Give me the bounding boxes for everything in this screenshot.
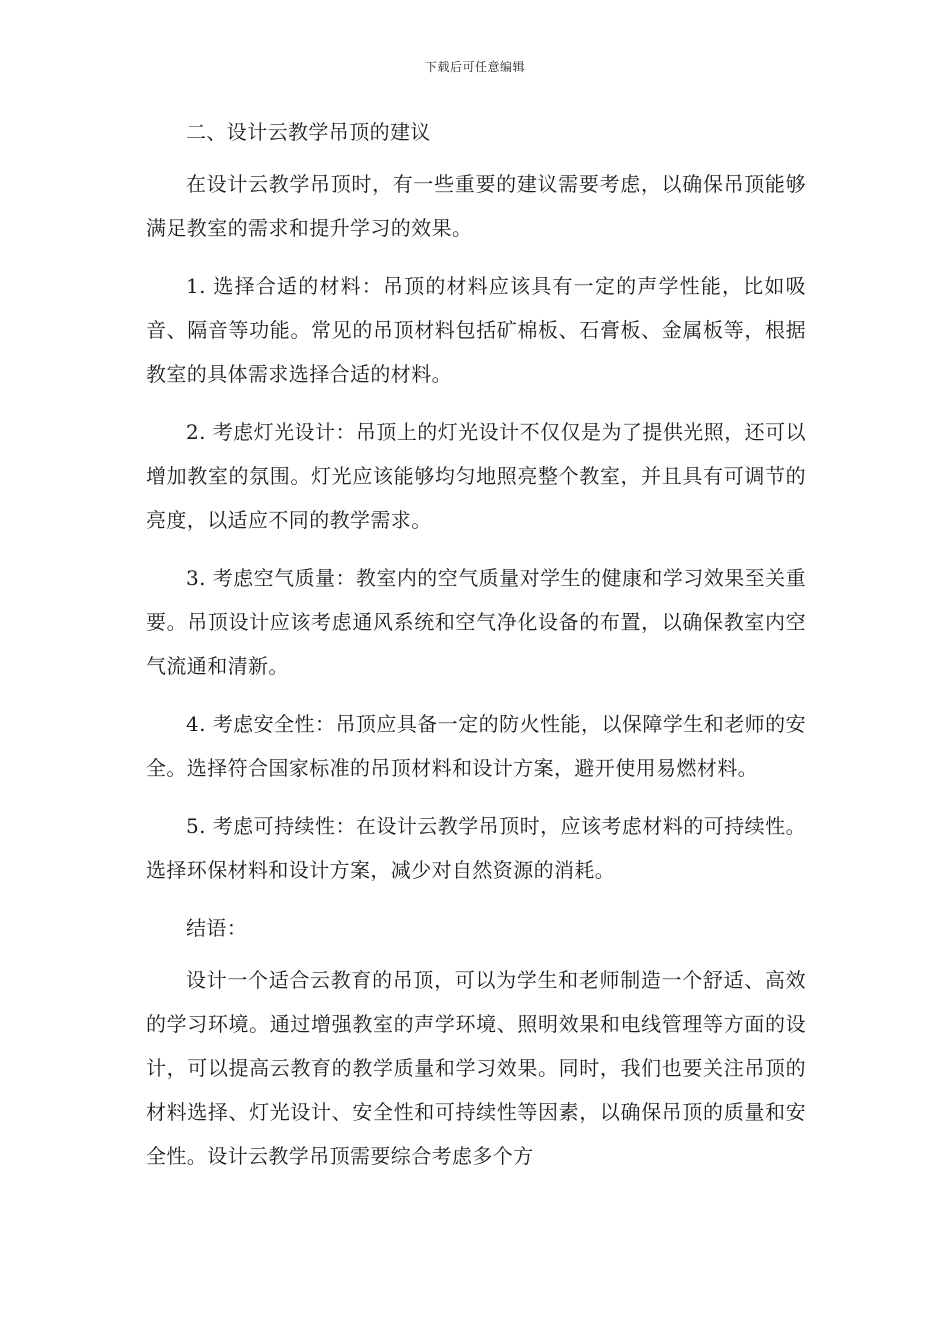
list-item: 5. 考虑可持续性：在设计云教学吊顶时，应该考虑材料的可持续性。选择环保材料和设计方案，减少对自然资源的消耗。 xyxy=(146,814,806,882)
section-heading: 二、设计云教学吊顶的建议 xyxy=(186,120,431,144)
list-item: 4. 考虑安全性：吊顶应具备一定的防火性能，以保障学生和老师的安全。选择符合国家标准的吊顶材料和设计方案，避开使用易燃材料。 xyxy=(146,712,806,780)
document-body xyxy=(146,110,806,1192)
list-item: 3. 考虑空气质量：教室内的空气质量对学生的健康和学习效果至关重要。吊顶设计应该考虑通风系统和空气净化设备的布置，以确保教室内空气流通和清新。 xyxy=(146,566,806,678)
list-item: 2. 考虑灯光设计：吊顶上的灯光设计不仅仅是为了提供光照，还可以增加教室的氛围。灯光应该能够均匀地照亮整个教室，并且具有可调节的亮度，以适应不同的教学需求。 xyxy=(146,420,806,532)
conclusion-paragraph: 设计一个适合云教育的吊顶，可以为学生和老师制造一个舒适、高效的学习环境。通过增强教室的声学环境、照明效果和电线管理等方面的设计，可以提高云教育的教学质量和学习效果。同时，我们也要关注吊顶的材料选择、灯光设计、安全性和可持续性等因素，以确保吊顶的质量和安全性。设计云教学吊顶需要综合考虑多个方 xyxy=(146,968,806,1168)
list-item: 1. 选择合适的材料：吊顶的材料应该具有一定的声学性能，比如吸音、隔音等功能。常见的吊顶材料包括矿棉板、石膏板、金属板等，根据教室的具体需求选择合适的材料。 xyxy=(146,274,806,386)
page-header: 下载后可任意编辑 xyxy=(424,60,525,74)
conclusion-heading: 结语： xyxy=(186,916,248,940)
intro-paragraph: 在设计云教学吊顶时，有一些重要的建议需要考虑，以确保吊顶能够满足教室的需求和提升学习的效果。 xyxy=(146,172,806,240)
